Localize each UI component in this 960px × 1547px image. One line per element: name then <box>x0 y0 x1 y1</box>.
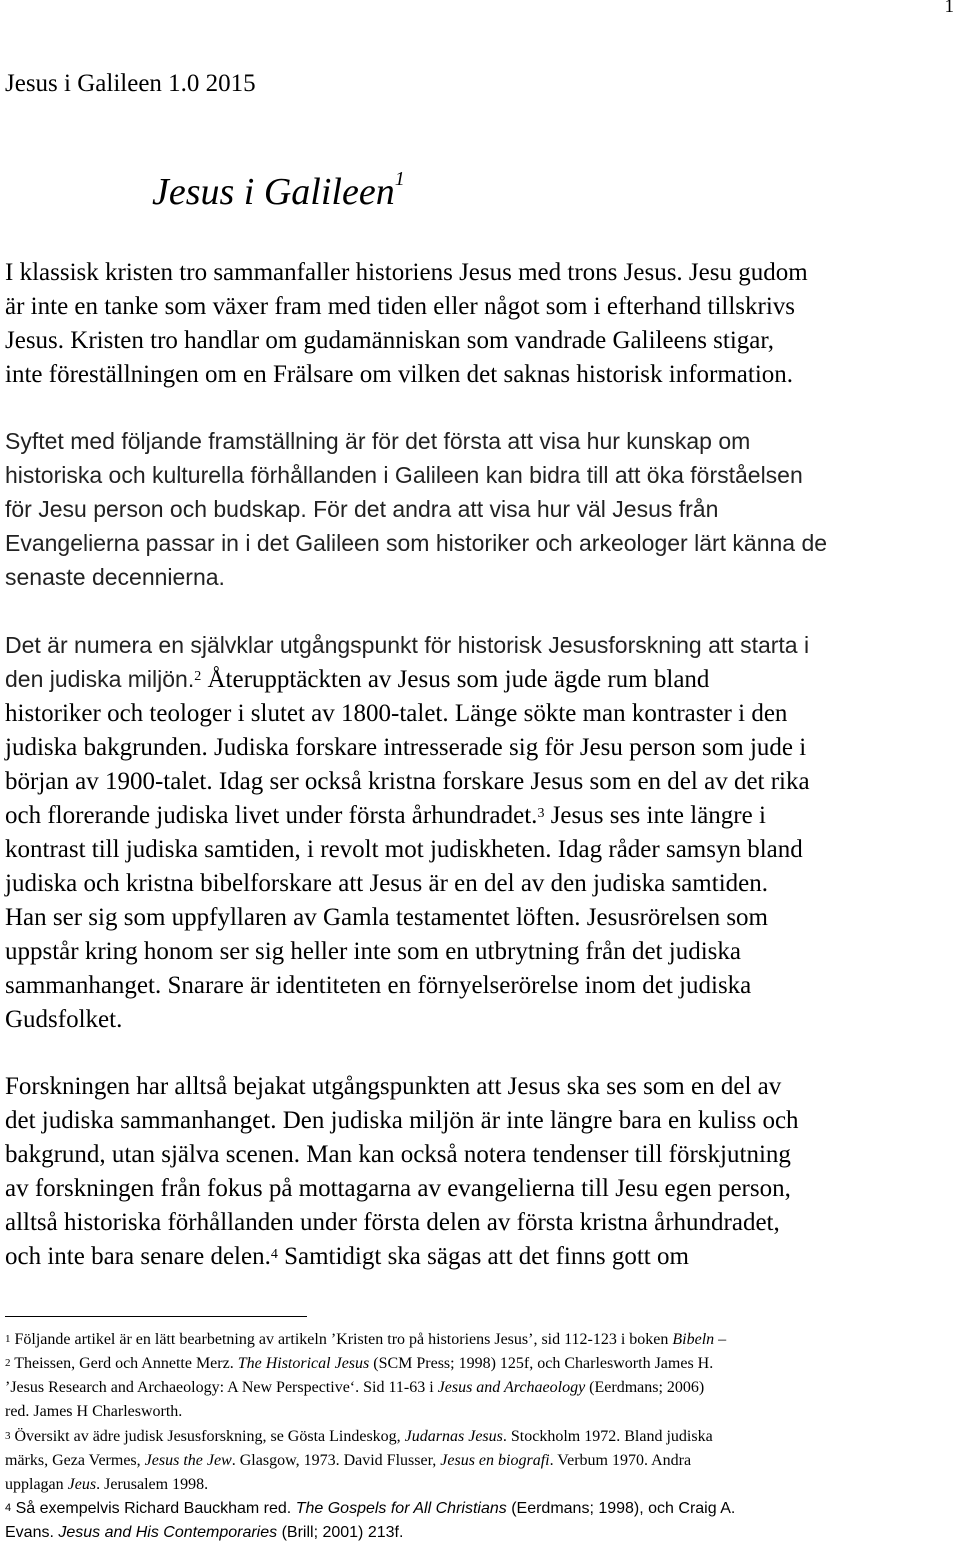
p4-line: Forskningen har alltså bejakat utgångspunkten att Jesus ska ses som en del av <box>5 1073 782 1100</box>
footnote-line <box>5 1352 960 1376</box>
p4-text: och inte bara senare delen. <box>5 1243 271 1270</box>
footnote-italic: Jesus the Jew <box>144 1452 232 1469</box>
footnote-line <box>5 1449 960 1473</box>
footnote-1 <box>5 1328 960 1352</box>
p3-line: början av 1900-talet. Idag ser också kristna forskare Jesus som en del av det rika <box>5 768 810 795</box>
footnote-line <box>5 1376 960 1400</box>
footnote-line <box>5 1521 960 1545</box>
footnote-number: 2 <box>5 1357 11 1369</box>
p4-text: Samtidigt ska sägas att det finns gott om <box>277 1243 689 1270</box>
footnote-ref-2[interactable]: 2 <box>194 669 202 684</box>
paragraph-4 <box>5 1070 960 1274</box>
footnote-text: . Stockholm 1972. Bland judiska <box>502 1428 713 1445</box>
footnote-line <box>5 1497 960 1521</box>
p1-line: I klassisk kristen tro sammanfaller historiens Jesus med trons Jesus. Jesu gudom <box>5 259 808 286</box>
paragraph-2 <box>5 424 960 594</box>
running-header: Jesus i Galileen 1.0 2015 <box>5 70 256 97</box>
footnote-number: 4 <box>5 1502 12 1514</box>
footnote-4 <box>5 1497 960 1545</box>
p3-text: och florerande judiska livet under första århundradet. <box>5 802 538 829</box>
p3-text: Återupptäckten av Jesus som jude ägde rum bland <box>201 666 710 693</box>
footnote-text: (Eerdmans; 1998), och Craig A. <box>506 1500 736 1517</box>
footnote-italic: Jesus and His Contemporaries <box>58 1524 278 1541</box>
footnote-text: Så exempelvis Richard Bauckham red. <box>11 1500 296 1517</box>
footnote-separator <box>5 1316 307 1317</box>
footnote-italic: Jeus <box>67 1476 97 1493</box>
footnote-text: . Jerusalem 1998. <box>96 1476 209 1493</box>
footnote-text: märks, Geza Vermes, <box>5 1452 145 1469</box>
footnote-italic: The Historical Jesus <box>237 1355 370 1372</box>
p1-line: är inte en tanke som växer fram med tiden eller något som i efterhand tillskrivs <box>5 293 796 320</box>
footnote-text: – <box>714 1331 727 1348</box>
p3-line: historiker och teologer i slutet av 1800-talet. Länge sökte man kontraster i den <box>5 700 788 727</box>
footnote-text: . Glasgow, 1973. David Flusser, <box>231 1452 441 1469</box>
footnote-number: 3 <box>5 1430 11 1442</box>
p3-line: uppstår kring honom ser sig heller inte som en utbrytning från det judiska <box>5 938 741 965</box>
p3-line: kontrast till judiska samtiden, i revolt mot judiskheten. Idag råder samsyn bland <box>5 836 803 863</box>
footnote-text: ’Jesus Research and Archaeology: A New Perspective‘. Sid 11-63 i <box>5 1379 438 1396</box>
p3-line <box>5 799 960 833</box>
footnote-line: red. James H Charlesworth. <box>5 1403 183 1420</box>
footnote-italic: The Gospels for All Christians <box>295 1500 507 1517</box>
footnote-text: Theissen, Gerd och Annette Merz. <box>10 1355 238 1372</box>
footnote-text: . Verbum 1970. Andra <box>549 1452 692 1469</box>
title-footnote-ref[interactable]: 1 <box>394 168 405 190</box>
footnote-text: (SCM Press; 1998) 125f, och Charlesworth James H. <box>369 1355 714 1372</box>
footnote-text: Följande artikel är en lätt bearbetning av artikeln ’Kristen tro på historiens Jesus’, sid 112-123 i boken <box>10 1331 673 1348</box>
footnote-italic: Jesus and Archaeology <box>437 1379 586 1396</box>
footnote-line <box>5 1425 960 1449</box>
p4-line <box>5 1240 960 1274</box>
paragraph-3 <box>5 628 960 1037</box>
paragraph-1 <box>5 256 960 392</box>
footnote-italic: Bibeln <box>672 1331 715 1348</box>
title-text: Jesus i Galileen <box>152 171 395 213</box>
footnote-number: 1 <box>5 1333 11 1345</box>
footnote-ref-3[interactable]: 3 <box>537 806 545 821</box>
footnote-ref-4[interactable]: 4 <box>270 1247 278 1262</box>
p4-line: det judiska sammanhanget. Den judiska miljön är inte längre bara en kuliss och <box>5 1107 799 1134</box>
p2-line: Syftet med följande framställning är för det första att visa hur kunskap om <box>5 428 751 454</box>
p2-line: historiska och kulturella förhållanden i Galileen kan bidra till att öka förståelsen <box>5 462 803 488</box>
footnote-text: Översikt av ädre judisk Jesusforskning, se Gösta Lindeskog, <box>10 1428 405 1445</box>
footnote-text: (Eerdmans; 2006) <box>585 1379 705 1396</box>
p3-line: Han ser sig som uppfyllaren av Gamla testamentet löften. Jesusrörelsen som <box>5 904 769 931</box>
p3-line: judiska bakgrunden. Judiska forskare intresserade sig för Jesu person som jude i <box>5 734 807 761</box>
footnote-2 <box>5 1352 960 1424</box>
footnote-text: Evans. <box>5 1524 59 1541</box>
p3-line: judiska och kristna bibelforskare att Jesus är en del av den judiska samtiden. <box>5 870 768 897</box>
footnote-italic: Judarnas Jesus <box>404 1428 503 1445</box>
p2-line: för Jesu person och budskap. För det andra att visa hur väl Jesus från <box>5 496 719 522</box>
p4-line: bakgrund, utan själva scenen. Man kan också notera tendenser till förskjutning <box>5 1141 791 1168</box>
p4-line: av forskningen från fokus på mottagarna av evangelierna till Jesu egen person, <box>5 1175 791 1202</box>
article-title <box>152 170 405 214</box>
p3-line: Det är numera en självklar utgångspunkt för historisk Jesusforskning att starta i <box>5 632 810 658</box>
p2-line: Evangelierna passar in i det Galileen som historiker och arkeologer lärt känna de <box>5 530 828 556</box>
p3-text: Jesus ses inte längre i <box>544 802 766 829</box>
p1-line: inte föreställningen om en Frälsare om vilken det saknas historisk information. <box>5 361 794 388</box>
p4-line: alltså historiska förhållanden under första delen av första kristna århundradet, <box>5 1209 780 1236</box>
footnote-3 <box>5 1425 960 1497</box>
footnote-line <box>5 1473 960 1497</box>
footnote-text: (Brill; 2001) 213f. <box>277 1524 404 1541</box>
p2-line: senaste decennierna. <box>5 564 225 590</box>
p3-line <box>5 662 960 697</box>
p3-line: sammanhanget. Snarare är identiteten en förnyelserörelse inom det judiska <box>5 972 752 999</box>
p3-text: den judiska miljön. <box>5 666 195 692</box>
footnote-italic: Jesus en biografi <box>440 1452 550 1469</box>
page-number: 1 <box>944 0 954 17</box>
footnote-text: upplagan <box>5 1476 68 1493</box>
p3-line: Gudsfolket. <box>5 1006 123 1033</box>
footnote-line <box>5 1328 960 1352</box>
p1-line: Jesus. Kristen tro handlar om gudamänniskan som vandrade Galileens stigar, <box>5 327 774 354</box>
